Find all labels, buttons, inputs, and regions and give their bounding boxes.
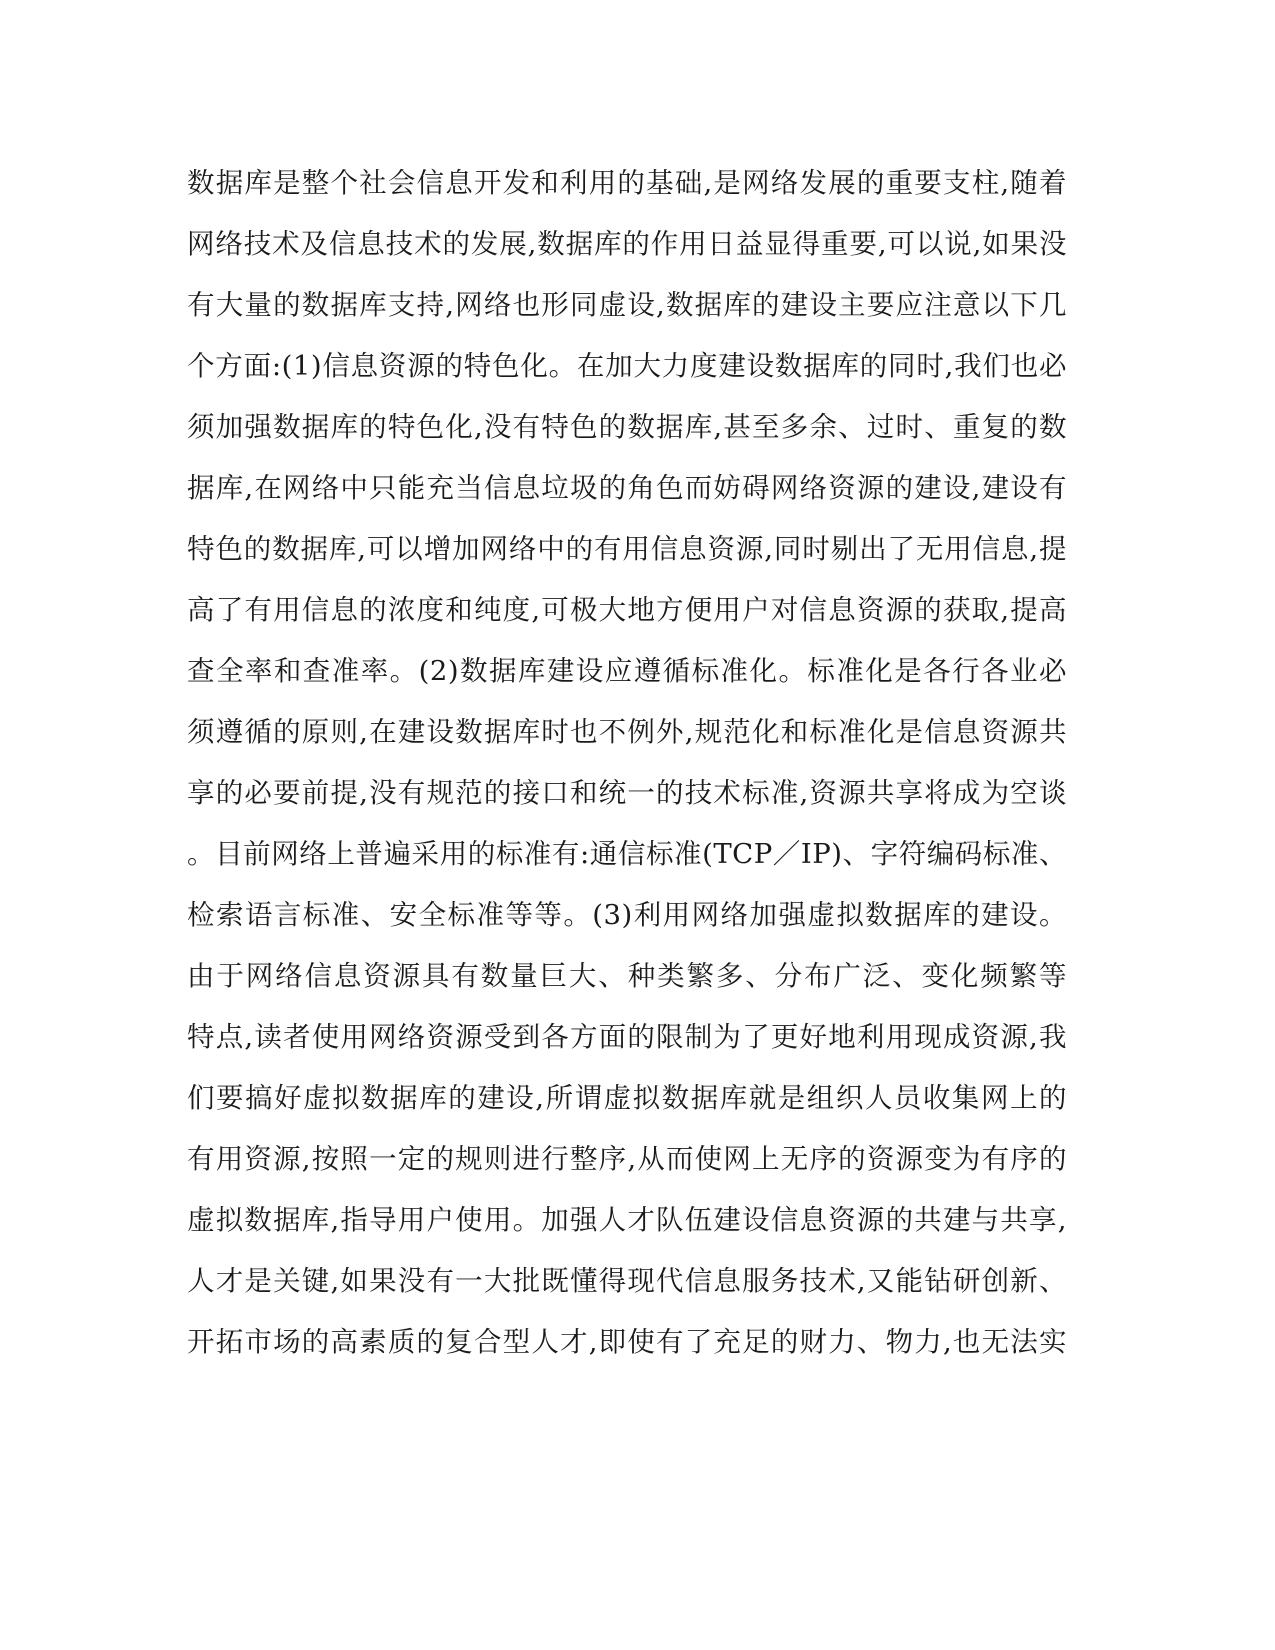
paragraph-line: 开拓市场的高素质的复合型人才,即使有了充足的财力、物力,也无法实 <box>187 1326 1067 1358</box>
paragraph-line: 。目前网络上普遍采用的标准有:通信标准(TCP／IP)、字符编码标准、 <box>187 838 1067 870</box>
paragraph-line: 高了有用信息的浓度和纯度,可极大地方便用户对信息资源的获取,提高 <box>187 594 1067 626</box>
paragraph-line: 数据库是整个社会信息开发和利用的基础,是网络发展的重要支柱,随着 <box>187 167 1067 199</box>
paragraph-line: 查全率和查准率。(2)数据库建设应遵循标准化。标准化是各行各业必 <box>187 655 1067 687</box>
paragraph-line: 享的必要前提,没有规范的接口和统一的技术标准,资源共享将成为空谈 <box>187 777 1067 809</box>
paragraph-line: 检索语言标准、安全标准等等。(3)利用网络加强虚拟数据库的建设。 <box>187 899 1067 931</box>
paragraph-line: 们要搞好虚拟数据库的建设,所谓虚拟数据库就是组织人员收集网上的 <box>187 1082 1067 1114</box>
paragraph-line: 人才是关键,如果没有一大批既懂得现代信息服务技术,又能钻研创新、 <box>187 1265 1067 1297</box>
paragraph-line: 由于网络信息资源具有数量巨大、种类繁多、分布广泛、变化频繁等 <box>187 960 1067 992</box>
paragraph-line: 须遵循的原则,在建设数据库时也不例外,规范化和标准化是信息资源共 <box>187 716 1067 748</box>
paragraph-line: 有大量的数据库支持,网络也形同虚设,数据库的建设主要应注意以下几 <box>187 289 1067 321</box>
paragraph-line: 个方面:(1)信息资源的特色化。在加大力度建设数据库的同时,我们也必 <box>187 350 1067 382</box>
paragraph-line: 特点,读者使用网络资源受到各方面的限制为了更好地利用现成资源,我 <box>187 1021 1067 1053</box>
body-paragraph <box>187 163 1067 1383</box>
paragraph-line: 须加强数据库的特色化,没有特色的数据库,甚至多余、过时、重复的数 <box>187 411 1067 443</box>
paragraph-line: 网络技术及信息技术的发展,数据库的作用日益显得重要,可以说,如果没 <box>187 228 1067 260</box>
paragraph-line: 据库,在网络中只能充当信息垃圾的角色而妨碍网络资源的建设,建设有 <box>187 472 1067 504</box>
paragraph-line: 虚拟数据库,指导用户使用。加强人才队伍建设信息资源的共建与共享, <box>187 1204 1067 1236</box>
paragraph-line: 特色的数据库,可以增加网络中的有用信息资源,同时剔出了无用信息,提 <box>187 533 1067 565</box>
paragraph-line: 有用资源,按照一定的规则进行整序,从而使网上无序的资源变为有序的 <box>187 1143 1067 1175</box>
